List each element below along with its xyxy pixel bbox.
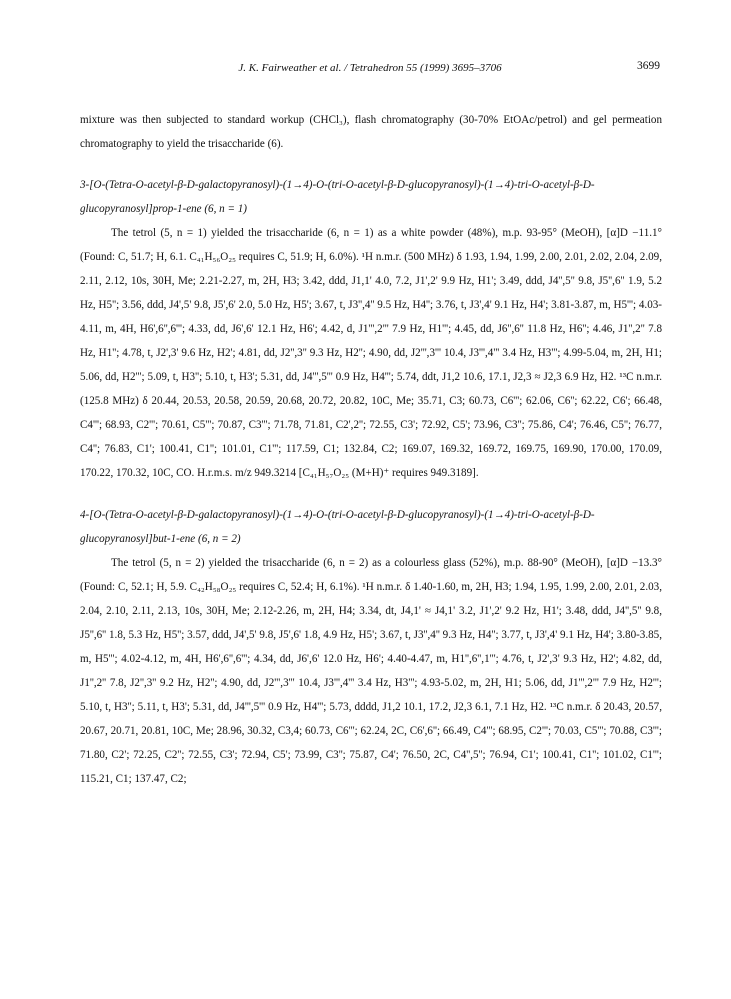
intro-paragraph: mixture was then subjected to standard workup (CHCl₃), flash chromatography (30-70% EtOAc/petrol) and gel permeation chromatography to yield the trisaccharide (6). [80,114,662,150]
compound-heading-n1: 3-[O-(Tetra-O-acetyl-β-D-galactopyranosyl)-(1→4)-O-(tri-O-acetyl-β-D-glucopyranosyl)-(1→4)-tri-O-acetyl-β-D-glucopyranosyl]prop-1-ene (6, n = 1) [80,179,595,215]
page-number: 3699 [637,60,660,72]
article-body [80,108,662,791]
page-header [80,60,660,80]
compound-paragraph-n2: The tetrol (5, n = 2) yielded the trisaccharide (6, n = 2) as a colourless glass (52%), m.p. 88-90° (MeOH), [α]D −13.3° (Found: C, 52.1; H, 5.9. C₄₂H₅₈O₂₅ requires C, 52.4; H, 6.1%). ¹H n.m.r. δ 1.40-1.60, m, 2H, H3; 1.94, 1.95, 1.99, 2.00, 2.01, 2.03, 2.04, 2.10, 2.11, 2.13, 10s, 30H, Me; 2.12-2.26, m, 2H, H4; 3.34, dt, J4,1' ≈ J4,1' 3.2, J1',2' 9.2 Hz, H1'; 3.48, ddd, J4'',5'' 9.8, J5'',6'' 1.8, 5.3 Hz, H5''; 3.57, ddd, J4',5' 9.8, J5',6' 1.8, 4.9 Hz, H5'; 3.67, t, J3'',4'' 9.3 Hz, H4''; 3.77, t, J3',4' 9.1 Hz, H4'; 3.80-3.85, m, H5'''; 4.02-4.12, m, 4H, H6',6'',6'''; 4.34, dd, J6',6' 12.0 Hz, H6'; 4.40-4.47, m, H1'',6'',1'''; 4.76, t, J2',3' 9.3 Hz, H2'; 4.82, dd, J1'',2'' 7.8, J2'',3'' 9.2 Hz, H2''; 4.90, dd, J2''',3''' 10.4, J3''',4''' 3.4 Hz, H3'''; 4.93-5.02, m, 2H, H1; 5.06, dd, J1''',2''' 7.9 Hz, H2'''; 5.10, t, H3''; 5.11, t, H3'; 5.31, dd, J4''',5''' 0.9 Hz, H4'''; 5.73, dddd, J1,2 10.1, 17.2, J2,3 6.1, 7.1 Hz, H2. ¹³C n.m.r. δ 20.43, 20.57, 20.67, 20.71, 20.81, 10C, Me; 28.96, 30.32, C3,4; 60.73, C6'''; 62.24, 2C, C6',6''; 66.49, C4'''; 68.95, C2'''; 70.03, C5'''; 70.88, C3'''; 71.80, C2'; 72.25, C2''; 72.55, C3'; 72.94, C5'; 73.99, C3''; 75.87, C4'; 76.50, 2C, C4'',5''; 76.94, C1'; 100.41, C1''; 101.02, C1'''; 115.21, C1; 137.47, C2; [80,557,662,785]
section-n2 [80,503,662,791]
running-head: J. K. Fairweather et al. / Tetrahedron 55 (1999) 3695–3706 [238,62,502,74]
compound-heading-n2: 4-[O-(Tetra-O-acetyl-β-D-galactopyranosyl)-(1→4)-O-(tri-O-acetyl-β-D-glucopyranosyl)-(1→4)-tri-O-acetyl-β-D-glucopyranosyl]but-1-ene (6, n = 2) [80,509,595,545]
compound-paragraph-n1: The tetrol (5, n = 1) yielded the trisaccharide (6, n = 1) as a white powder (48%), m.p. 93-95° (MeOH), [α]D −11.1° (Found: C, 51.7; H, 6.1. C₄₁H₅₆O₂₅ requires C, 51.9; H, 6.0%). ¹H n.m.r. (500 MHz) δ 1.93, 1.94, 1.99, 2.00, 2.01, 2.02, 2.04, 2.09, 2.11, 2.12, 10s, 30H, Me; 2.21-2.27, m, 2H, H3; 3.42, ddd, J1,1' 4.0, 7.2, J1',2' 9.9 Hz, H1'; 3.49, ddd, J4'',5'' 9.8, J5'',6'' 1.9, 5.2 Hz, H5''; 3.56, ddd, J4',5' 9.8, J5',6' 2.0, 5.0 Hz, H5'; 3.67, t, J3'',4'' 9.5 Hz, H4''; 3.76, t, J3',4' 9.1 Hz, H4'; 3.81-3.87, m, H5'''; 4.03-4.11, m, 4H, H6',6'',6'''; 4.33, dd, J6',6' 12.1 Hz, H6'; 4.42, d, J1''',2''' 7.9 Hz, H1'''; 4.45, dd, J6'',6'' 11.8 Hz, H6''; 4.46, J1'',2'' 7.8 Hz, H1''; 4.78, t, J2',3' 9.6 Hz, H2'; 4.81, dd, J2'',3'' 9.3 Hz, H2''; 4.90, dd, J2''',3''' 10.4, J3''',4''' 3.4 Hz, H3'''; 4.99-5.04, m, 2H, H1; 5.06, dd, H2'''; 5.09, t, H3''; 5.10, t, H3'; 5.31, dd, J4''',5''' 0.9 Hz, H4'''; 5.74, ddt, J1,2 10.6, 17.1, J2,3 ≈ J2,3 6.9 Hz, H2. ¹³C n.m.r. (125.8 MHz) δ 20.44, 20.53, 20.58, 20.59, 20.68, 20.72, 20.82, 10C, Me; 35.71, C3; 60.73, C6'''; 62.06, C6''; 62.22, C6'; 66.48, C4'''; 68.93, C2'''; 70.61, C5'''; 70.87, C3'''; 71.78, 71.81, C2',2''; 72.55, C3'; 72.92, C5'; 73.96, C3''; 75.86, C4'; 76.46, C5''; 76.77, C4''; 76.83, C1'; 100.41, C1''; 101.01, C1'''; 117.59, C1; 132.84, C2; 169.07, 169.32, 169.72, 169.75, 169.90, 170.00, 170.09, 170.22, 170.32, 10C, CO. H.r.m.s. m/z 949.3214 [C₄₁H₅₇O₂₅ (M+H)⁺ requires 949.3189]. [80,227,662,479]
